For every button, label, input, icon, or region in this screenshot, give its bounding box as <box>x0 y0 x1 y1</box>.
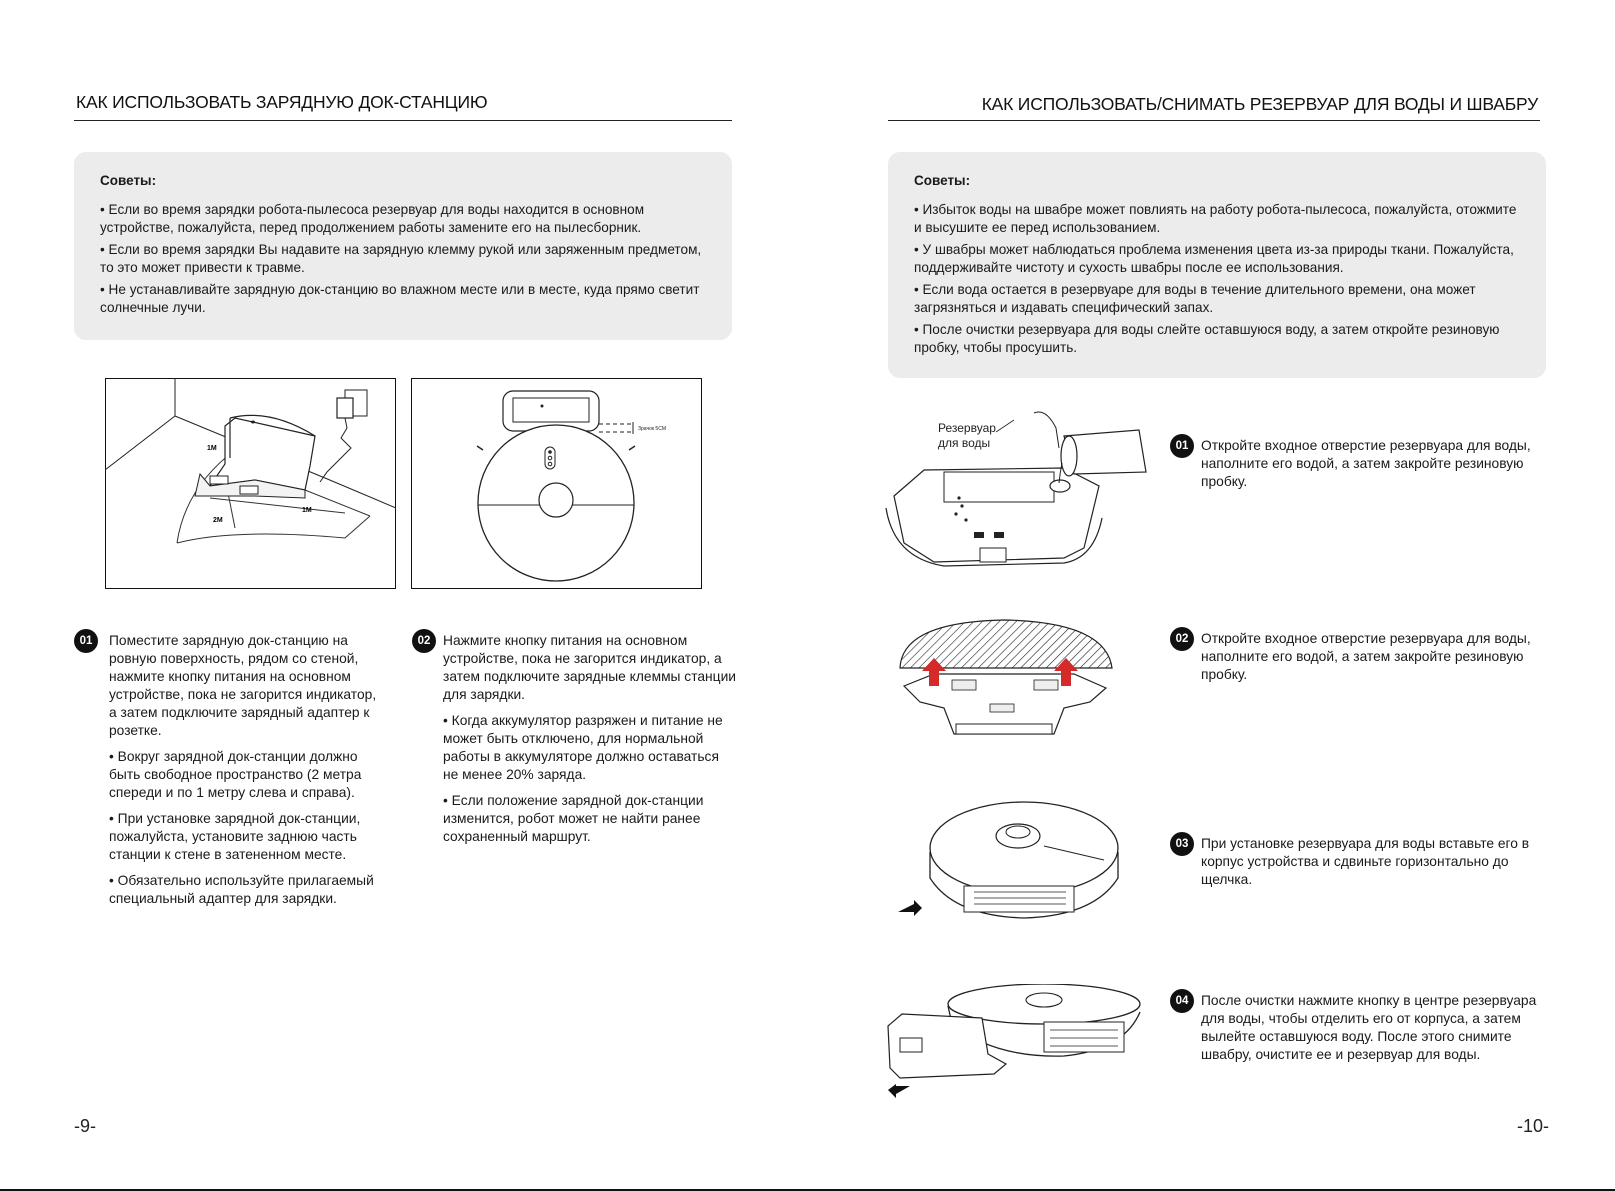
left-step-01-para-4: • Обязательно используйте прилагаемый специальный адаптер для зарядки. <box>109 873 374 906</box>
right-page-title: КАК ИСПОЛЬЗОВАТЬ/СНИМАТЬ РЕЗЕРВУАР ДЛЯ ВОДЫ И ШВАБРУ <box>981 94 1538 114</box>
left-tip-3: • Не устанавливайте зарядную док-станцию во влажном месте или в месте, куда прямо светит солнечные лучи. <box>100 282 700 315</box>
right-step-03-badge: 03 <box>1170 832 1194 856</box>
label-2m: 2M <box>213 517 223 524</box>
insert-tank-illustration <box>894 798 1130 928</box>
robot-top-view-figure <box>411 378 702 589</box>
remove-tank-illustration <box>884 984 1144 1104</box>
left-step-02-text <box>443 632 737 854</box>
left-tip-2: • Если во время зарядки Вы надавите на зарядную клемму рукой или заряженным предметом, то это может привести к травме. <box>100 242 702 275</box>
right-step-03-text: При установке резервуара для воды вставьте его в корпус устройства и сдвиньте горизонтально до щелчка. <box>1201 836 1530 887</box>
right-tip-3: • Если вода остается в резервуаре для воды в течение длительного времени, она может загрязняться и издавать специфический запах. <box>914 282 1476 315</box>
fill-tank-illustration <box>884 408 1154 578</box>
right-step-04-text: После очистки нажмите кнопку в центре резервуара для воды, чтобы отделить его от корпуса, а затем вылейте оставшуюся воду. После этого снимите швабру, очистите ее и резервуар для воды. <box>1201 993 1537 1062</box>
label-1m-right: 1M <box>302 507 312 514</box>
right-tip-2: • У швабры может наблюдаться проблема изменения цвета из-за природы ткани. Пожалуйста, поддерживайте чистоту и сухость швабры после ее использования. <box>914 242 1514 275</box>
left-title-rule <box>74 120 732 121</box>
left-step-01-para-3: • При установке зарядной док-станции, пожалуйста, установите заднюю часть станции к стене в затененном месте. <box>109 811 361 862</box>
right-step-01-text: Откройте входное отверстие резервуара для воды, наполните его водой, а затем закройте резиновую пробку. <box>1201 438 1531 489</box>
right-page-number: -10- <box>1516 1116 1549 1136</box>
left-step-02-para-1: Нажмите кнопку питания на основном устройстве, пока не загорится индикатор, а затем подключите зарядные клеммы станции для зарядки. <box>443 633 736 702</box>
mop-attach-illustration <box>894 616 1120 756</box>
tank-label-line1: Резервуар <box>938 421 996 435</box>
right-step-01-badge: 01 <box>1170 434 1194 458</box>
right-title-rule <box>888 120 1540 121</box>
dock-placement-figure <box>105 378 396 589</box>
left-step-02-para-2: • Когда аккумулятор разряжен и питание не может быть отключено, для нормальной работы в аккумуляторе должно оставаться не менее 20% заряда. <box>443 713 723 782</box>
right-step-02-text: Откройте входное отверстие резервуара для воды, наполните его водой, а затем закройте резиновую пробку. <box>1201 631 1531 682</box>
left-tips-heading: Советы: <box>100 173 157 188</box>
label-1m-left: 1M <box>207 445 217 452</box>
left-step-02-para-3: • Если положение зарядной док-станции изменится, робот может не найти ранее сохраненный маршрут. <box>443 793 704 844</box>
tank-label-line2: для воды <box>938 436 991 450</box>
right-tip-1: • Избыток воды на швабре может повлиять на работу робота-пылесоса, пожалуйста, отожмите и высушите ее перед использованием. <box>914 202 1517 235</box>
left-step-01-para-2: • Вокруг зарядной док-станции должно быть свободное пространство (2 метра спереди и по 1 метру слева и справа). <box>109 749 362 800</box>
right-tips-box <box>888 152 1546 378</box>
right-step-04-badge: 04 <box>1170 989 1194 1013</box>
left-step-02-badge: 02 <box>412 629 436 653</box>
left-step-01-badge: 01 <box>74 629 98 653</box>
left-tips-box <box>74 152 732 340</box>
left-page-title: КАК ИСПОЛЬЗОВАТЬ ЗАРЯДНУЮ ДОК-СТАНЦИЮ <box>76 92 488 112</box>
left-page-number: -9- <box>74 1116 96 1136</box>
left-step-01-text <box>109 632 379 916</box>
right-tips-heading: Советы: <box>914 173 971 188</box>
left-step-01-para-1: Поместите зарядную док-станцию на ровную поверхность, рядом со стеной, нажмите кнопку питания на основном устройстве, пока не загорится индикатор, а затем подключите зарядный адаптер к розетке. <box>109 633 377 738</box>
right-tip-4: • После очистки резервуара для воды слейте оставшуюся воду, а затем откройте резиновую пробку, чтобы просушить. <box>914 322 1500 355</box>
dock-clearance-label: Зрачок 5CM <box>638 426 666 432</box>
left-tip-1: • Если во время зарядки робота-пылесоса резервуар для воды находится в основном устройстве, пожалуйста, перед продолжением работы замените его на пылесборник. <box>100 202 645 235</box>
right-step-02-badge: 02 <box>1170 627 1194 651</box>
